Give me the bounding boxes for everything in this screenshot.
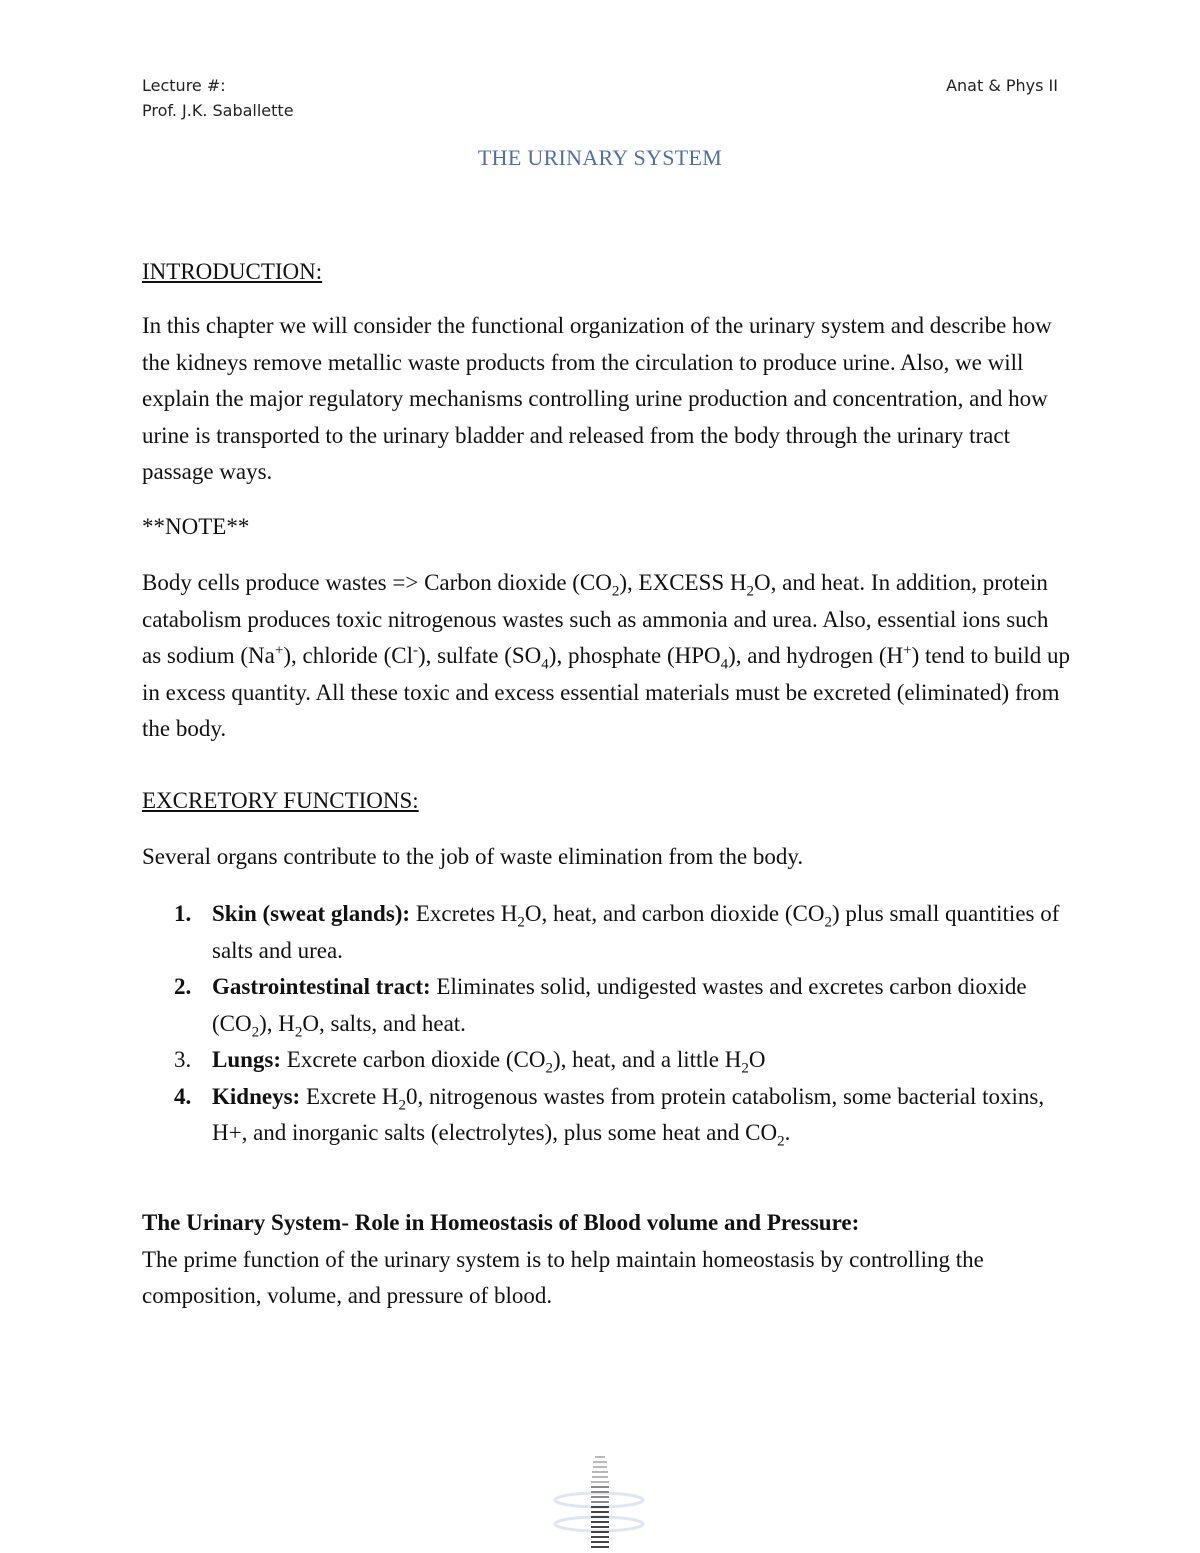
professor-name: Prof. J.K. Saballette (142, 101, 294, 120)
document-title: THE URINARY SYSTEM (477, 145, 723, 170)
list-item: 1. Skin (sweat glands): Excretes $H_2O$, heat, and carbon dioxide $(CO_2)$ plus small quantities of salts and urea. (174, 901, 1060, 963)
note-label: **NOTE** (142, 514, 250, 539)
excretory-list (142, 896, 1072, 1152)
course-name: Anat & Phys II (946, 76, 1058, 95)
excretory-heading: EXCRETORY FUNCTIONS: (142, 788, 419, 813)
introduction-heading: INTRODUCTION: (142, 259, 323, 284)
lecture-number-label: Lecture #: (142, 76, 226, 95)
homeostasis-section (142, 1205, 1072, 1315)
list-item: 3. Lungs: Excrete carbon dioxide $(CO_2)$, heat, and a little $H_2O$ (174, 1047, 766, 1077)
list-item: 4. Kidneys: Excrete $H_20$, nitrogenous wastes from protein catabolism, some bacterial toxins, H+, and inorganic salts (electrolytes), plus some heat and $CO_2$. (174, 1083, 1045, 1150)
introduction-paragraph: In this chapter we will consider the functional organization of the urinary system and describe how the kidneys remove metallic waste products from the circulation to produce urine. Also, we will explain the major regulatory mechanisms controlling urine production and concentration, and how urine is transported to the urinary bladder and released from the body through the urinary tract passage ways. (142, 313, 1052, 484)
excretory-list-container (142, 896, 1072, 1152)
homeostasis-heading: The Urinary System- Role in Homeostasis of Blood volume and Pressure: (142, 1210, 860, 1235)
note-paragraph: Body cells produce wastes => Carbon dioxide $(CO_2)$, EXCESS $H_2O$, and heat. In addition, protein catabolism produces toxic nitrogenous wastes such as ammonia and urea. Also, essential ions such as sodium (Na+), chloride (Cl-), sulfate $(SO_4)$, phosphate $(HPO_4)$, and hydrogen (H+) tend to build up in excess quantity. All these toxic and excess essential materials must be excreted (eliminated) from the body. (142, 570, 1071, 741)
homeostasis-paragraph: The prime function of the urinary system is to help maintain homeostasis by controlling the composition, volume, and pressure of blood. (142, 1246, 984, 1308)
binder-spine-graphic (553, 1450, 645, 1553)
excretory-intro: Several organs contribute to the job of waste elimination from the body. (142, 844, 804, 869)
list-item: 2. Gastrointestinal tract: Eliminates solid, undigested wastes and excretes carbon dioxide $(CO_2)$, $H_2O$, salts, and heat. (174, 974, 1027, 1041)
